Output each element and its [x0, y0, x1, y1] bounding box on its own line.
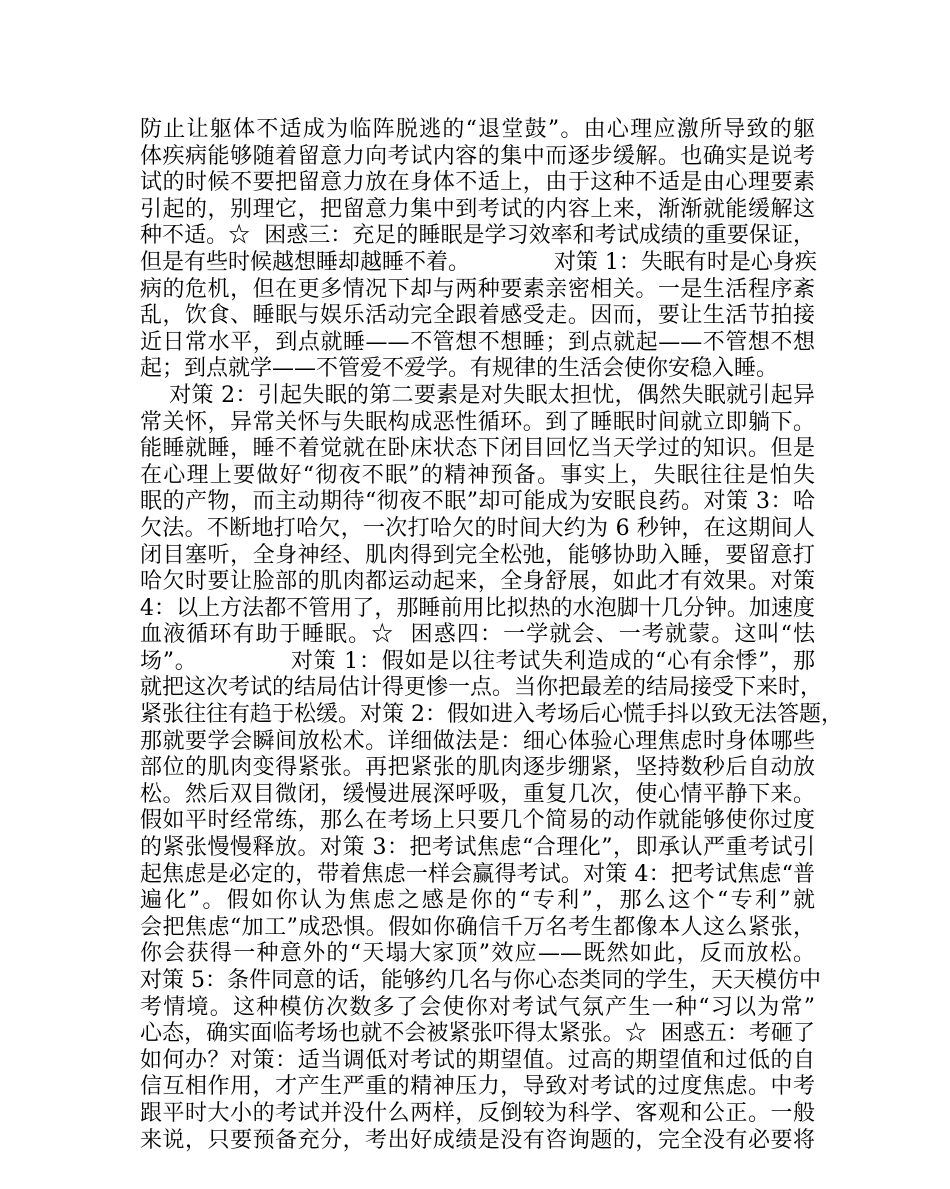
- text-line: 哈欠时要让脸部的肌肉都运动起来，全身舒展，如此才有效果。对策: [140, 569, 815, 595]
- text-line: 起；到点就学——不管爱不爱学。有规律的生活会使你安稳入睡。: [140, 356, 779, 382]
- text-line: 场”。 对策 1：假如是以往考试失利造成的“心有余悸”，那: [140, 648, 815, 674]
- text-line: 常关怀，异常关怀与失眠构成恶性循环。到了睡眠时间就立即躺下。: [140, 409, 815, 435]
- text-line: 对策 2：引起失眠的第二要素是对失眠太担忧，偶然失眠就引起异: [140, 382, 815, 408]
- text-line: 那就要学会瞬间放松术。详细做法是：细心体验心理焦虑时身体哪些: [140, 728, 815, 754]
- text-line: 对策 5：条件同意的话，能够约几名与你心态类同的学生，天天模仿中: [140, 968, 821, 993]
- text-line: 信互相作用，才产生严重的精神压力，导致对考试的过度焦虑。中考: [140, 1074, 815, 1100]
- body-text: [140, 117, 843, 1154]
- text-line: 心态，确实面临考场也就不会被紧张吓得太紧张。☆ 困惑五：考砸了: [140, 1021, 815, 1047]
- text-line: 但是有些时候越想睡却越睡不着。 对策 1：失眠有时是心身疾: [140, 249, 817, 275]
- text-line: 会把焦虑“加工”成恐惧。假如你确信千万名考生都像本人这么紧张，: [140, 914, 815, 940]
- text-line: 起焦虑是必定的，带着焦虑一样会赢得考试。对策 4：把考试焦虑“普: [140, 861, 815, 887]
- text-line: 部位的肌肉变得紧张。再把紧张的肌肉逐步绷紧，坚持数秒后自动放: [140, 755, 815, 781]
- text-line: 眠的产物，而主动期待“彻夜不眠”却可能成为安眠良药。对策 3：哈: [140, 489, 815, 515]
- text-line: 引起的，别理它，把留意力集中到考试的内容上来，渐渐就能缓解这: [140, 196, 815, 222]
- text-line: 在心理上要做好“彻夜不眠”的精神预备。事实上，失眠往往是怕失: [140, 462, 815, 488]
- text-line: 紧张往往有趋于松缓。对策 2：假如进入考场后心慌手抖以致无法答题，: [140, 702, 843, 728]
- text-line: 松。然后双目微闭，缓慢进展深呼吸，重复几次，使心情平静下来。: [140, 781, 815, 807]
- text-line: 来说，只要预备充分，考出好成绩是没有咨询题的，完全没有必要将: [140, 1127, 815, 1153]
- text-line: 欠法。不断地打哈欠，一次打哈欠的时间大约为 6 秒钟，在这期间人: [140, 515, 815, 541]
- text-line: 血液循环有助于睡眠。☆ 困惑四：一学就会、一考就蒙。这叫“怯: [140, 622, 815, 648]
- text-line: 遍化”。假如你认为焦虑之感是你的“专利”，那么这个“专利”就: [140, 888, 815, 914]
- text-line: 能睡就睡，睡不着觉就在卧床状态下闭目回忆当天学过的知识。但是: [140, 436, 815, 462]
- text-line: 跟平时大小的考试并没什么两样，反倒较为科学、客观和公正。一般: [140, 1100, 815, 1126]
- text-line: 试的时候不要把留意力放在身体不适上，由于这种不适是由心理要素: [140, 170, 815, 196]
- text-line: 闭目塞听，全身神经、肌肉得到完全松弛，能够协助入睡，要留意打: [140, 542, 815, 568]
- text-line: 乱，饮食、睡眠与娱乐活动完全跟着感受走。因而，要让生活节拍接: [140, 303, 815, 329]
- text-line: 近日常水平，到点就睡——不管想不想睡；到点就起——不管想不想: [140, 329, 815, 355]
- text-line: 病的危机，但在更多情况下却与两种要素亲密相关。一是生活程序紊: [140, 276, 815, 302]
- text-line: 如何办？对策：适当调低对考试的期望值。过高的期望值和过低的自: [140, 1047, 815, 1073]
- text-line: 防止让躯体不适成为临阵脱逃的“退堂鼓”。由心理应激所导致的躯: [140, 117, 815, 142]
- text-line: 体疾病能够随着留意力向考试内容的集中而逐步缓解。也确实是说考: [140, 143, 815, 169]
- text-line: 你会获得一种意外的“天塌大家顶”效应——既然如此，反而放松。: [140, 941, 815, 967]
- text-line: 考情境。这种模仿次数多了会使你对考试气氛产生一种“习以为常”: [140, 994, 815, 1020]
- text-line: 假如平时经常练，那么在考场上只要几个简易的动作就能够使你过度: [140, 808, 815, 834]
- text-line: 4：以上方法都不管用了，那睡前用比拟热的水泡脚十几分钟。加速度: [140, 595, 815, 621]
- text-line: 种不适。☆ 困惑三：充足的睡眠是学习效率和考试成绩的重要保证，: [140, 223, 815, 249]
- text-line: 的紧张慢慢释放。对策 3：把考试焦虑“合理化”，即承认严重考试引: [140, 835, 815, 861]
- text-line: 就把这次考试的结局估计得更惨一点。当你把最差的结局接受下来时，: [140, 675, 823, 701]
